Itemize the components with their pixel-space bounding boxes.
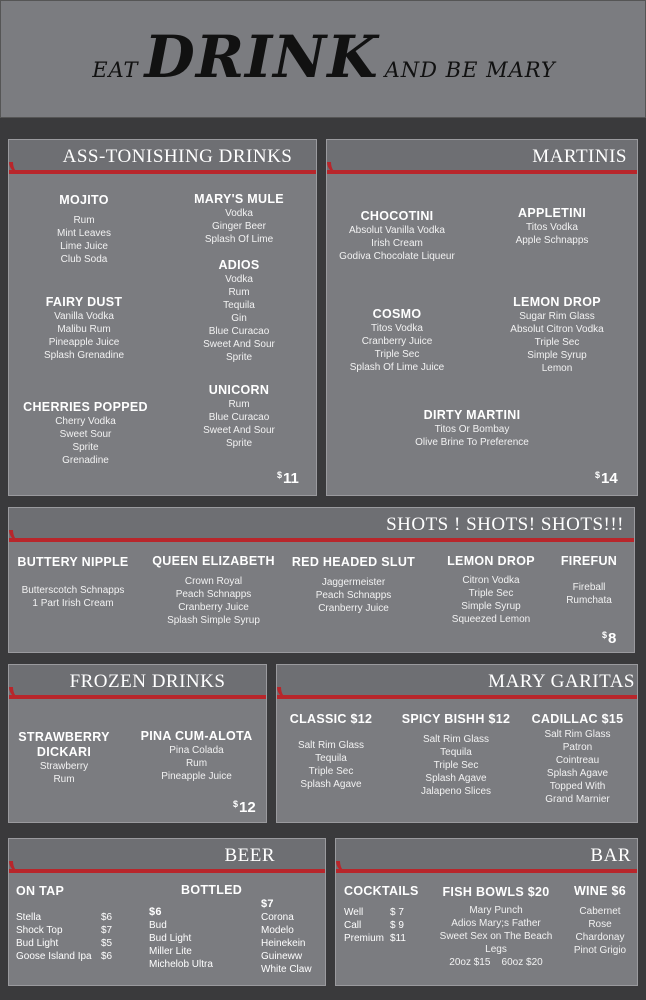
item-name: SPICY BISHH $12	[401, 712, 511, 726]
item-name	[9, 730, 119, 760]
ingredient: Rum	[73, 215, 95, 226]
ingredient: Sweet Sour	[59, 429, 112, 440]
price-value: 11	[283, 470, 299, 487]
ingredient: Splash Agave	[425, 773, 487, 784]
menu-item	[19, 295, 149, 362]
list-item	[16, 924, 126, 937]
menu-item	[146, 554, 281, 627]
beer-name: Shock Top	[16, 925, 63, 936]
section-price	[277, 470, 299, 487]
divider	[277, 695, 637, 699]
beer-name: Stella	[16, 912, 42, 923]
menu-item	[279, 712, 383, 791]
item-name: QUEEN ELIZABETH	[152, 554, 275, 568]
ingredient: 1 Part Irish Cream	[32, 598, 114, 609]
wine-block	[564, 884, 636, 957]
list-item: Pinot Grigio	[573, 945, 627, 956]
ingredient: Jaggermeister	[321, 577, 386, 588]
beer-name: Bud Light	[16, 938, 59, 949]
menu-item	[9, 730, 119, 786]
ingredient: Simple Syrup	[527, 350, 587, 361]
bar-panel	[335, 838, 638, 986]
ingredient: Citron Vodka	[462, 575, 520, 586]
ingredient: Salt Rim Glass	[544, 729, 611, 740]
ingredient: Cranberry Juice	[178, 602, 249, 613]
item-name: CADILLAC $15	[531, 712, 624, 726]
menu-item	[174, 192, 304, 246]
item-name: CHERRIES POPPED	[23, 400, 148, 414]
cocktail-price: $ 7	[390, 907, 404, 918]
bottled-6-price: $6	[149, 906, 162, 918]
wine-label: WINE $6	[573, 884, 627, 898]
ingredient: Tequila	[315, 753, 347, 764]
item-name: DIRTY MARTINI	[423, 408, 521, 422]
list-item: Miller Lite	[149, 946, 192, 957]
ingredient: Triple Sec	[468, 588, 514, 599]
item-name: MARY'S MULE	[194, 192, 284, 206]
on-tap-label: ON TAP	[16, 884, 65, 898]
ingredient: Pina Colada	[169, 745, 224, 756]
ingredient: Absolut Citron Vodka	[510, 324, 604, 335]
list-item	[16, 937, 126, 950]
ingredient: Club Soda	[60, 254, 108, 265]
ingredient: Simple Syrup	[461, 601, 521, 612]
ingredient: Squeezed Lemon	[451, 614, 531, 625]
divider	[9, 695, 266, 699]
section-title: BEER	[9, 839, 325, 871]
ingredient: Rum	[53, 774, 75, 785]
bottled-label: BOTTLED	[181, 883, 243, 897]
ingredient: Crown Royal	[184, 576, 243, 587]
menu-item	[332, 307, 462, 374]
item-name: ADIOS	[218, 258, 260, 272]
section-price	[595, 470, 618, 487]
ingredient: Irish Cream	[371, 238, 423, 249]
list-item	[16, 950, 126, 963]
menu-item	[332, 209, 462, 263]
ingredient: Lemon	[541, 363, 573, 374]
ingredient: Vodka	[225, 274, 253, 285]
ingredient: Peach Schnapps	[175, 589, 252, 600]
item-name: LEMON DROP	[447, 554, 535, 568]
list-item: Cabernet	[579, 906, 621, 917]
ingredient: Titos Vodka	[371, 323, 423, 334]
cocktail-price: $11	[390, 933, 406, 944]
menu-item	[13, 400, 158, 467]
title-drink: DRINK	[144, 23, 379, 91]
divider	[9, 170, 316, 174]
price-value: 8	[608, 630, 617, 647]
item-name: CHOCOTINI	[360, 209, 434, 223]
ingredient: Triple Sec	[308, 766, 354, 777]
price-symbol: $	[602, 630, 608, 640]
fish-bowls-label: FISH BOWLS $20	[442, 885, 550, 899]
section-title: ASS-TONISHING DRINKS	[9, 140, 316, 172]
price-value: 12	[239, 799, 256, 816]
divider	[9, 538, 634, 542]
list-item: Rose	[588, 919, 612, 930]
ingredient: Malibu Rum	[57, 324, 111, 335]
menu-item	[19, 193, 149, 266]
beer-name: Goose Island Ipa	[16, 951, 92, 962]
item-name: COSMO	[372, 307, 422, 321]
bottled-6-block	[149, 906, 249, 971]
ingredient: Vodka	[225, 208, 253, 219]
section-title: MARTINIS	[327, 140, 637, 172]
title-eat: EAT	[92, 58, 139, 82]
ingredient: Cointreau	[555, 755, 600, 766]
item-name: MOJITO	[59, 193, 109, 207]
ingredient: Butterscotch Schnapps	[21, 585, 125, 596]
ingredient: Cherry Vodka	[55, 416, 116, 427]
ingredient: Sprite	[72, 442, 99, 453]
ingredient: Titos Or Bombay	[434, 424, 510, 435]
list-item: Sweet Sex on The Beach Legs	[439, 931, 556, 955]
ingredient: Grenadine	[62, 455, 109, 466]
divider	[9, 869, 325, 873]
ingredient: Rum	[228, 399, 250, 410]
menu-item	[9, 555, 137, 610]
menu-item	[492, 295, 622, 375]
ingredient: Pineapple Juice	[48, 337, 120, 348]
menu-item	[525, 712, 630, 806]
item-name: UNICORN	[208, 383, 270, 397]
ingredient: Topped With	[549, 781, 606, 792]
fish-bowls-block	[434, 885, 558, 969]
ingredient: Rum	[185, 758, 208, 769]
frozen-panel	[8, 664, 267, 823]
ingredient: Strawberry	[39, 761, 89, 772]
ingredient: Salt Rim Glass	[297, 740, 365, 751]
ingredient: Splash Of Lime Juice	[349, 362, 445, 373]
ingredient: Cranberry Juice	[318, 603, 389, 614]
cocktail-tier: Well	[344, 907, 364, 918]
list-item: Chardonay	[575, 932, 625, 943]
ingredient: Tequila	[440, 747, 472, 758]
list-item: Michelob Ultra	[149, 959, 213, 970]
list-item: Modelo	[261, 925, 294, 936]
menu-item	[487, 206, 617, 247]
item-name-text: STRAWBERRY DICKARI	[18, 730, 110, 759]
ingredient: Patron	[562, 742, 593, 753]
ingredient: Vanilla Vodka	[54, 311, 114, 322]
beer-price: $6	[101, 912, 113, 923]
menu-item	[174, 258, 304, 364]
section-title: SHOTS ! SHOTS! SHOTS!!!	[9, 508, 634, 540]
ingredient: Sprite	[225, 438, 253, 449]
item-name: RED HEADED SLUT	[291, 555, 416, 569]
ingredient: Triple Sec	[534, 337, 580, 348]
martinis-panel	[326, 139, 638, 496]
ingredient: Mint Leaves	[57, 228, 111, 239]
ingredient: Cranberry Juice	[361, 336, 433, 347]
ingredient: Salt Rim Glass	[422, 734, 490, 745]
list-item	[344, 932, 434, 945]
ingredient: Godiva Chocolate Liqueur	[339, 251, 455, 262]
list-item: Mary Punch	[469, 905, 523, 916]
ingredient: Pineapple Juice	[161, 771, 232, 782]
menu-item	[129, 729, 264, 783]
ingredient: Splash Agave	[300, 779, 362, 790]
ingredient: Grand Marnier	[545, 794, 610, 805]
menu-item	[174, 383, 304, 450]
bottled-7-block	[261, 898, 325, 976]
menu-item	[436, 554, 546, 626]
section-title: BAR	[336, 839, 637, 871]
divider	[336, 869, 637, 873]
ingredient: Splash Agave	[546, 768, 609, 779]
ingredient: Splash Grenadine	[43, 350, 125, 361]
section-price	[233, 799, 256, 816]
list-item	[344, 906, 434, 919]
on-tap-block	[16, 884, 126, 963]
ingredient: Blue Curacao	[208, 412, 270, 423]
list-item: 20oz $15 60oz $20	[449, 957, 543, 968]
page-title	[1, 23, 646, 91]
list-item: Guineww	[261, 951, 303, 962]
beer-price: $5	[101, 938, 113, 949]
menu-item	[397, 408, 547, 449]
cocktail-tier: Call	[344, 920, 362, 931]
price-value: 14	[601, 470, 618, 487]
cocktail-price: $ 9	[390, 920, 404, 931]
cocktails-label: COCKTAILS	[344, 884, 419, 898]
ass-tonishing-panel	[8, 139, 317, 496]
section-title: FROZEN DRINKS	[9, 665, 266, 697]
menu-item	[392, 712, 520, 798]
item-name: CLASSIC $12	[289, 712, 373, 726]
ingredient: Fireball	[572, 582, 606, 593]
item-name: FAIRY DUST	[45, 295, 123, 309]
list-item: Adios Mary;s Father	[451, 918, 541, 929]
title-and-be-mary: AND BE MARY	[384, 58, 556, 82]
ingredient: Sugar Rim Glass	[519, 311, 595, 322]
menu-item	[549, 554, 629, 607]
price-symbol: $	[277, 470, 283, 480]
ingredient: Sprite	[225, 352, 253, 363]
header	[0, 0, 646, 118]
list-item: Corona	[261, 912, 294, 923]
ingredient: Absolut Vanilla Vodka	[349, 225, 445, 236]
ingredient: Tequila	[223, 300, 255, 311]
item-name: PINA CUM-ALOTA	[140, 729, 253, 743]
ingredient: Lime Juice	[60, 241, 108, 252]
list-item	[344, 919, 434, 932]
ingredient: Apple Schnapps	[515, 235, 589, 246]
item-name: APPLETINI	[518, 206, 586, 220]
section-title: MARY GARITAS	[277, 665, 637, 697]
price-symbol: $	[595, 470, 601, 480]
item-name: LEMON DROP	[513, 295, 601, 309]
menu-item	[291, 555, 416, 615]
ingredient: Sweet And Sour	[203, 425, 275, 436]
section-price	[602, 630, 616, 647]
shots-panel	[8, 507, 635, 653]
ingredient: Rumchata	[566, 595, 612, 606]
bottled-7-price: $7	[261, 898, 274, 910]
ingredient: Titos Vodka	[526, 222, 578, 233]
ingredient: Splash Simple Syrup	[167, 615, 260, 626]
ingredient: Sweet And Sour	[203, 339, 275, 350]
list-item	[16, 911, 126, 924]
ingredient: Gin	[231, 313, 247, 324]
ingredient: Jalapeno Slices	[420, 786, 492, 797]
item-name: FIREFUN	[560, 554, 618, 568]
item-name: BUTTERY NIPPLE	[17, 555, 129, 569]
cocktails-block	[344, 884, 434, 945]
ingredient: Triple Sec	[374, 349, 420, 360]
cocktail-tier: Premium	[344, 933, 385, 944]
ingredient: Peach Schnapps	[315, 590, 392, 601]
ingredient: Splash Of Lime	[204, 234, 274, 245]
price-symbol: $	[233, 799, 239, 809]
list-item: Bud Light	[149, 933, 192, 944]
ingredient: Olive Brine To Preference	[415, 437, 529, 448]
ingredient: Ginger Beer	[212, 221, 266, 232]
beer-price: $7	[101, 925, 113, 936]
beer-panel	[8, 838, 326, 986]
divider	[327, 170, 637, 174]
list-item: White Claw	[261, 964, 312, 975]
ingredient: Blue Curacao	[208, 326, 270, 337]
beer-price: $6	[101, 951, 113, 962]
ingredient: Rum	[228, 287, 250, 298]
list-item: Heinekein	[261, 938, 306, 949]
garitas-panel	[276, 664, 638, 823]
ingredient: Triple Sec	[433, 760, 479, 771]
list-item: Bud	[149, 920, 167, 931]
